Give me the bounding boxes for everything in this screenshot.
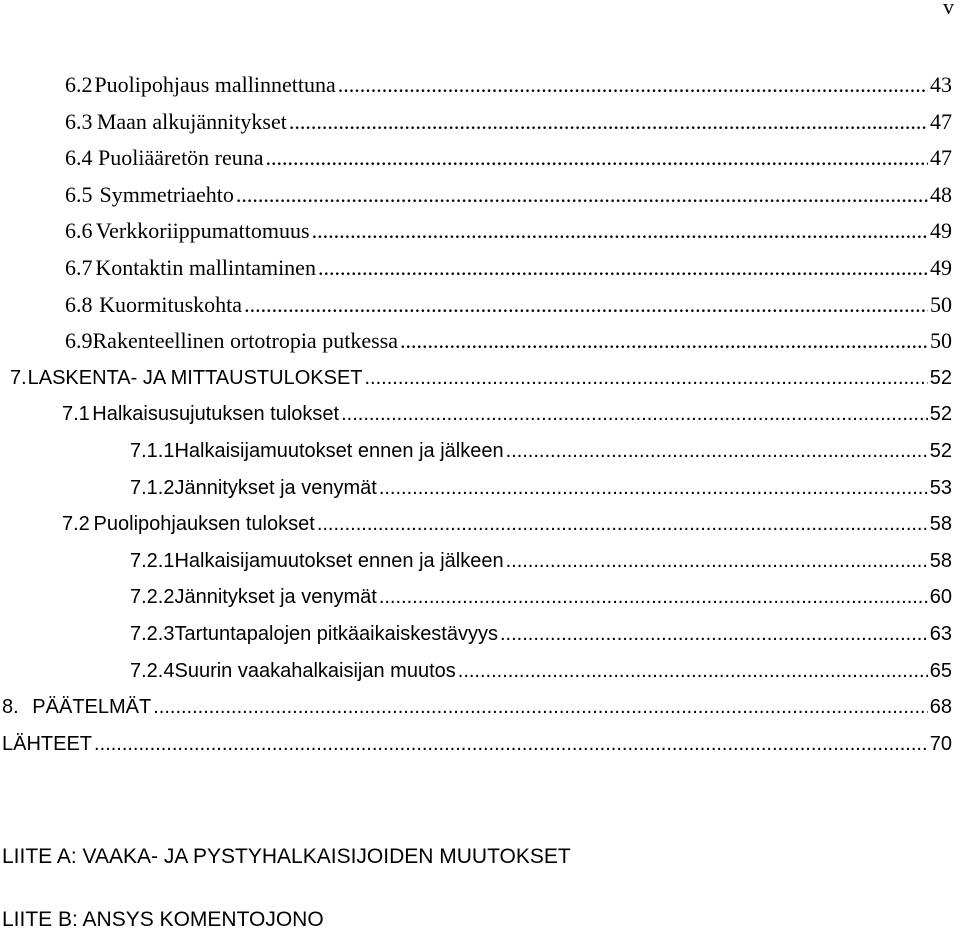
toc-entry-number: 7.2	[62, 513, 90, 536]
toc-entry-page: 47	[930, 108, 952, 134]
toc-entry-title: Verkkoriippumattomuus	[95, 218, 310, 244]
toc-entry-number: 6.6	[65, 218, 93, 244]
toc-entry-number: 6.3	[65, 108, 93, 134]
toc-entry-title: Rakenteellinen ortotropia putkessa	[92, 328, 398, 354]
toc-entry-number: 7.	[10, 366, 27, 389]
dot-leader	[236, 180, 928, 210]
toc-entry-title: LASKENTA- JA MITTAUSTULOKSET	[27, 366, 363, 389]
dot-leader	[365, 363, 928, 393]
toc-entry-title: Kuormituskohta	[99, 291, 243, 317]
toc-entry[interactable]	[0, 290, 960, 320]
toc-entry[interactable]	[0, 143, 960, 173]
toc-entry-title: Symmetriaehto	[99, 181, 234, 207]
toc-entry-page: 47	[930, 145, 952, 171]
toc-entry[interactable]	[0, 399, 960, 429]
toc-entry[interactable]	[0, 107, 960, 137]
toc-entry[interactable]	[0, 509, 960, 539]
toc-entry-number: 6.5	[65, 181, 93, 207]
toc-entry[interactable]	[0, 216, 960, 246]
toc-entry[interactable]	[0, 473, 960, 503]
toc-entry[interactable]	[0, 582, 960, 612]
toc-entry-page: 53	[929, 476, 952, 499]
toc-entry-title: Puolipohjaus mallinnettuna	[94, 72, 336, 97]
toc-entry-page: 48	[930, 181, 952, 207]
toc-entry-page: 50	[930, 291, 952, 317]
toc-entry-number: 7.1	[62, 403, 90, 426]
toc-entry[interactable]	[0, 692, 960, 722]
dot-leader	[341, 399, 928, 429]
toc-entry-number: 6.9	[65, 328, 93, 354]
toc-entry-title: Jännitykset ja venymät	[174, 476, 377, 499]
toc-entry-number: 6.8	[65, 291, 93, 317]
toc-entry-page: 58	[929, 549, 952, 572]
toc-entry-title: Halkaisusujutuksen tulokset	[92, 403, 340, 426]
toc-entry-page: 65	[929, 659, 952, 682]
toc-entry[interactable]	[0, 363, 960, 393]
toc-entry-number: 7.2.4	[130, 659, 175, 682]
toc-entry-number: 6.7	[65, 255, 93, 280]
toc-entry-page: 49	[930, 218, 952, 244]
toc-entry-title: Kontaktin mallintaminen	[95, 255, 316, 280]
toc-entry-title: Halkaisijamuutokset ennen ja jälkeen	[174, 440, 504, 462]
toc-entry-number: 7.1.2	[130, 476, 175, 499]
toc-entry-number: 7.2.2	[130, 586, 175, 609]
toc-entry-number: 8.	[2, 696, 19, 719]
toc-entry[interactable]	[0, 253, 960, 283]
dot-leader	[400, 326, 928, 356]
dot-leader	[289, 107, 928, 137]
dot-leader	[94, 729, 928, 759]
toc-entry-page: 50	[930, 328, 952, 354]
toc-entry[interactable]	[0, 436, 960, 466]
toc-entry-title: Puoliääretön reuna	[97, 145, 264, 171]
toc-entry-title: Halkaisijamuutokset ennen ja jälkeen	[174, 549, 504, 572]
dot-leader	[506, 546, 928, 576]
toc-entry-title: PÄÄTELMÄT	[32, 696, 152, 719]
dot-leader	[458, 656, 928, 686]
toc-entry-page: 63	[929, 623, 952, 645]
toc-entry-page: 52	[929, 366, 952, 389]
toc-entry-page: 52	[929, 440, 952, 462]
dot-leader	[379, 582, 928, 612]
dot-leader	[379, 473, 928, 503]
toc-entry[interactable]	[0, 70, 960, 100]
toc-entry-title: Puolipohjauksen tulokset	[93, 513, 315, 536]
appendix-entry[interactable]: LIITE A: VAAKA- JA PYSTYHALKAISIJOIDEN MUUTOKSET	[2, 845, 571, 868]
toc-entry[interactable]	[0, 656, 960, 686]
toc-entry-page: 52	[929, 403, 952, 426]
toc-entry-page: 60	[929, 586, 952, 609]
toc-entry-title: Jännitykset ja venymät	[174, 586, 377, 609]
dot-leader	[317, 509, 928, 539]
toc-entry-page: 49	[930, 255, 952, 280]
dot-leader	[266, 143, 928, 173]
toc-entry[interactable]	[0, 180, 960, 210]
toc-entry-title: Tartuntapalojen pitkäaikaiskestävyys	[174, 623, 498, 645]
toc-entry-page: 58	[929, 513, 952, 536]
toc-entry-page: 43	[930, 72, 952, 97]
toc-entry-page: 70	[929, 732, 952, 755]
toc-entry-title: LÄHTEET	[2, 732, 93, 755]
toc-entry[interactable]	[0, 619, 960, 649]
appendix-entry[interactable]: LIITE B: ANSYS KOMENTOJONO	[2, 908, 324, 931]
dot-leader	[318, 253, 928, 283]
dot-leader	[153, 692, 928, 722]
dot-leader	[506, 436, 928, 466]
toc-entry-title: Suurin vaakahalkaisijan muutos	[174, 659, 456, 682]
page-number: v	[943, 0, 954, 19]
toc-entry-number: 7.1.1	[130, 440, 175, 462]
dot-leader	[312, 216, 928, 246]
toc-entry[interactable]	[0, 326, 960, 356]
toc-entry[interactable]	[0, 546, 960, 576]
toc-entry-number: 7.2.1	[130, 549, 175, 572]
dot-leader	[244, 290, 928, 320]
toc-entry-page: 68	[929, 696, 952, 719]
toc-entry-number: 6.2	[65, 72, 93, 97]
toc-entry-number: 7.2.3	[130, 623, 175, 645]
toc-entry-number: 6.4	[65, 145, 93, 171]
toc-entry-title: Maan alkujännitykset	[96, 108, 287, 134]
toc-entry[interactable]	[0, 729, 960, 759]
dot-leader	[338, 70, 928, 100]
dot-leader	[500, 619, 928, 649]
